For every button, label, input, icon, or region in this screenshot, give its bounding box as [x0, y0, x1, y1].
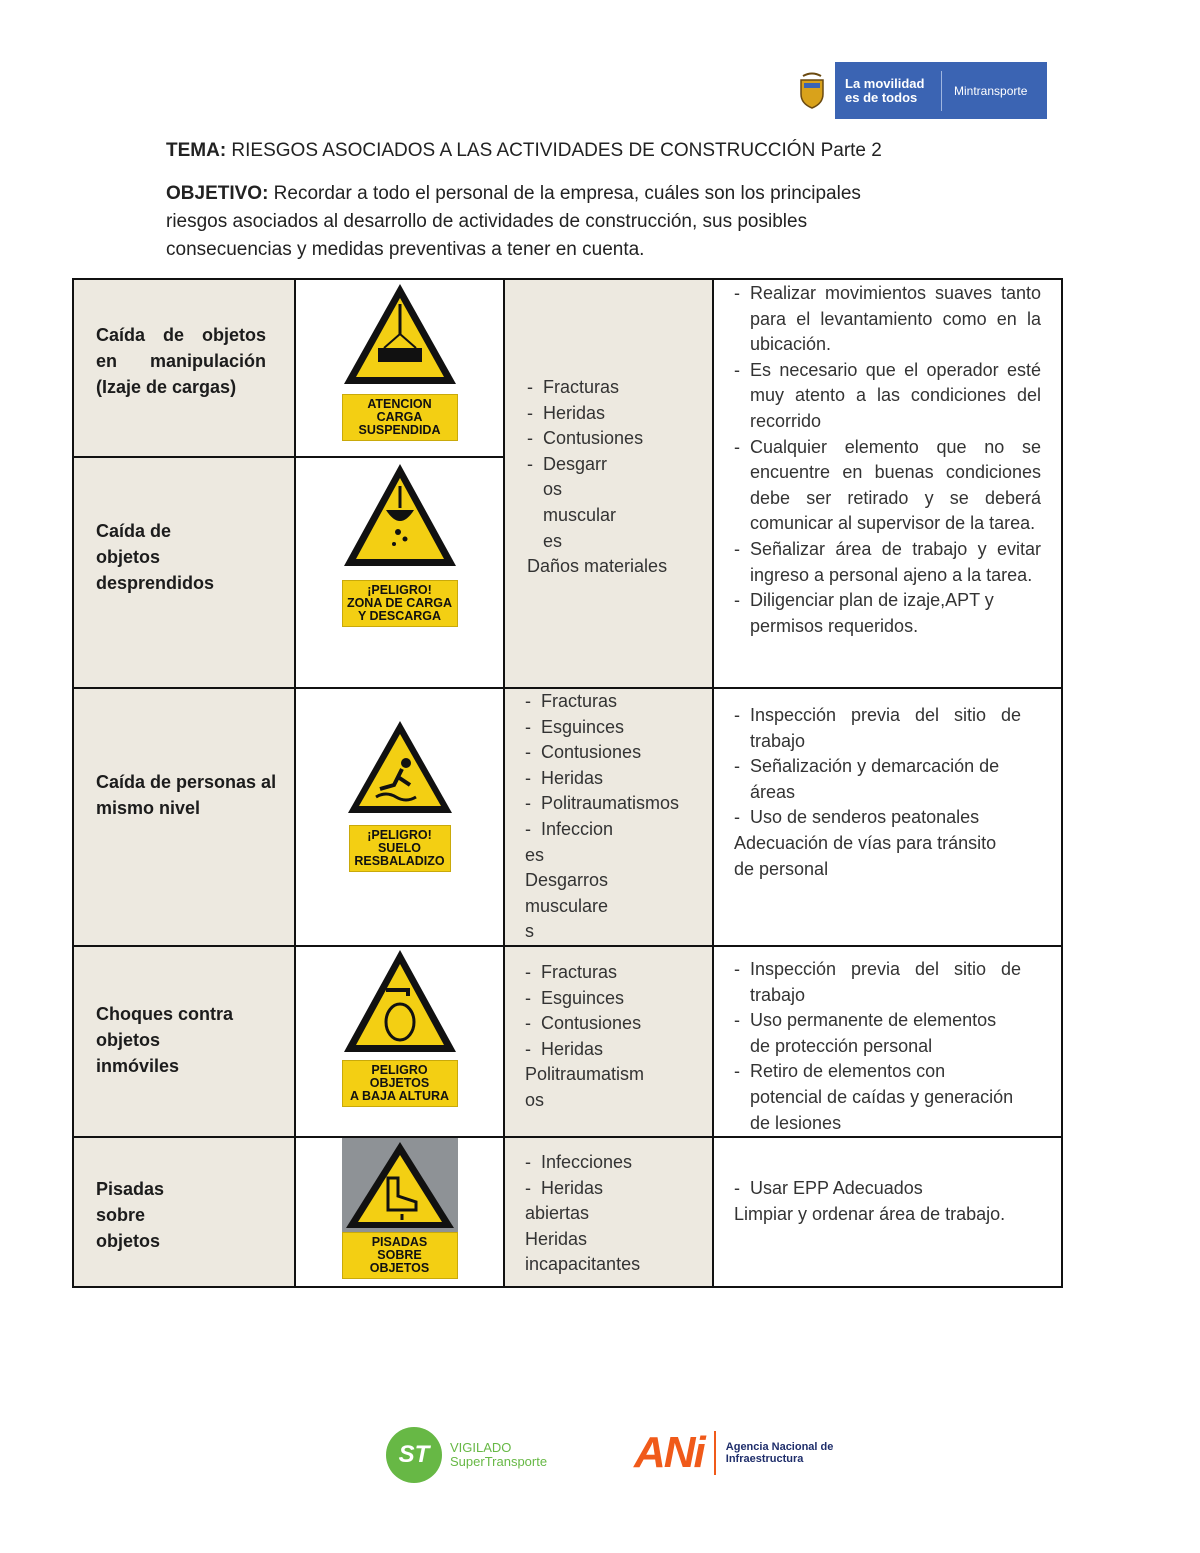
tema-line — [166, 137, 986, 165]
suspended-load-icon — [342, 282, 458, 388]
objetivo-line-2: riesgos asociados al desarrollo de actividades de construcción, sus posibles — [166, 211, 808, 232]
consequences-cell — [504, 688, 713, 946]
list-item: - Diligenciar plan de izaje,APT y permisos requeridos. — [734, 590, 994, 636]
risk-table — [72, 278, 1063, 1288]
measures-cell — [713, 1137, 1062, 1287]
risk-name: Choques contra objetos inmóviles — [96, 1003, 234, 1076]
falling-objects-icon — [342, 462, 458, 570]
measures-list — [714, 947, 1061, 1136]
sign-cell — [295, 1137, 504, 1287]
slippery-floor-icon — [346, 719, 454, 817]
supertransporte-logo — [386, 1427, 547, 1483]
sign-cell — [295, 457, 504, 688]
objetivo-label: OBJETIVO: — [166, 183, 269, 204]
list-item: - Heridas — [525, 1038, 604, 1059]
table-row — [73, 1137, 1062, 1287]
measures-cell — [713, 279, 1062, 688]
mintransporte-logo — [789, 62, 1047, 119]
st-text: VIGILADO SuperTransporte — [450, 1440, 548, 1469]
ani-divider — [714, 1431, 716, 1475]
list-item: - Señalizar área de trabajo y evitar ingreso a personal ajeno a la tarea. — [734, 538, 1041, 585]
ani-logo — [634, 1428, 833, 1478]
sign-plate: PELIGRO OBJETOS A BAJA ALTURA — [342, 1060, 458, 1107]
measures-list — [714, 280, 1061, 639]
list-item: - Heridas — [525, 1177, 604, 1198]
list-item: - Uso de senderos peatonales — [734, 807, 980, 828]
list-item: - Infecciones — [525, 1152, 633, 1173]
consequences-list: - Fracturas - Esguinces - Contusiones - Heridas - Politraumatismos - Infeccion es Desgarros musculare s — [505, 689, 712, 945]
list-item: - Inspección previa del sitio de trabajo — [734, 958, 1021, 1005]
list-item: - Esguinces — [525, 987, 625, 1008]
sign-plate: ¡PELIGRO! SUELO RESBALADIZO — [349, 825, 451, 872]
logo-slogan: La movilidad es de todos — [845, 75, 925, 105]
list-item: - Cualquier elemento que no se encuentre en buenas condiciones debe ser retirado y se deberá comunicar al supervisor de la tarea. — [734, 436, 1041, 534]
measures-list: - Usar EPP Adecuados Limpiar y ordenar área de trabajo. — [714, 1138, 1061, 1227]
logo-ministry: Mintransporte — [954, 83, 1028, 98]
consequences-cell — [504, 279, 713, 688]
list-item: - Infeccion — [525, 818, 614, 839]
st-badge-icon: ST — [386, 1427, 442, 1483]
consequences-list: - Infecciones - Heridas abiertas Heridas incapacitantes — [505, 1138, 712, 1278]
list-item: - Politraumatismos — [525, 793, 680, 814]
ani-badge-icon: ANi — [634, 1428, 704, 1477]
list-item: - Desgarr — [527, 453, 608, 474]
sign-panel — [342, 1138, 458, 1232]
warning-sign — [296, 458, 503, 627]
list-item: - Contusiones — [525, 1013, 642, 1034]
sign-plate: PISADAS SOBRE OBJETOS — [342, 1232, 458, 1279]
objetivo-line-1: OBJETIVO: Recordar a todo el personal de la empresa, cuáles son los principales — [166, 183, 861, 204]
sign-plate: ¡PELIGRO! ZONA DE CARGA Y DESCARGA — [342, 580, 458, 627]
measures-list: - Inspección previa del sitio de trabajo - Señalización y demarcación de áreas - Uso de senderos peatonales Adecuación de vías para tránsito de personal — [734, 705, 1021, 879]
consequences-cell — [504, 946, 713, 1137]
risk-name: Caída de objetos en manipulación (Izaje de cargas) — [96, 325, 266, 397]
objetivo-block — [166, 180, 986, 264]
risk-cell — [73, 1137, 295, 1287]
risk-name: Caída de objetos desprendidos — [96, 521, 215, 593]
warning-sign — [296, 689, 503, 872]
warning-sign — [296, 280, 503, 441]
stepping-objects-icon — [342, 1138, 458, 1232]
low-height-icon — [342, 948, 458, 1056]
measures-cell — [713, 946, 1062, 1137]
consequences-cell — [504, 1137, 713, 1287]
ani-text: Agencia Nacional de Infraestructura — [725, 1441, 834, 1465]
risk-cell — [73, 946, 295, 1137]
list-item: - Realizar movimientos suaves tanto para el levantamiento como en la ubicación. — [734, 283, 1041, 355]
table-row — [73, 688, 1062, 946]
list-item: - Uso permanente de elementos de protección personal — [734, 1010, 997, 1056]
list-item: - Heridas — [525, 767, 604, 788]
warning-sign — [296, 947, 503, 1107]
risk-name: Caída de personas al mismo nivel — [96, 772, 277, 818]
list-item: - Esguinces — [525, 716, 625, 737]
sign-cell — [295, 279, 504, 457]
list-item: - Heridas — [527, 402, 606, 423]
list-item: - Fracturas — [525, 961, 618, 982]
tema-label: TEMA: — [166, 140, 227, 161]
list-item: - Es necesario que el operador esté muy atento a las condiciones del recorrido — [734, 359, 1041, 431]
list-item: - Fracturas — [527, 377, 620, 397]
list-item: - Usar EPP Adecuados — [734, 1178, 923, 1199]
list-item: - Señalización y demarcación de áreas — [734, 756, 1000, 802]
list-item: - Contusiones — [527, 428, 644, 449]
risk-cell — [73, 279, 295, 457]
objetivo-line-3: consecuencias y medidas preventivas a tener en cuenta. — [166, 239, 645, 260]
table-row — [73, 946, 1062, 1137]
list-item: - Inspección previa del sitio de trabajo — [734, 705, 1021, 751]
list-item: - Retiro de elementos con potencial de caídas y generación de lesiones — [734, 1061, 1014, 1133]
table-row — [73, 279, 1062, 457]
list-item: - Fracturas — [525, 691, 618, 711]
consequences-list: - Fracturas - Esguinces - Contusiones - Heridas Politraumatism os — [505, 947, 712, 1114]
sign-cell — [295, 946, 504, 1137]
warning-sign — [296, 1138, 503, 1279]
tema-text: RIESGOS ASOCIADOS A LAS ACTIVIDADES DE CONSTRUCCIÓN Parte 2 — [226, 140, 882, 161]
sign-cell — [295, 688, 504, 946]
measures-cell — [713, 688, 1062, 946]
list-item: - Contusiones — [525, 742, 642, 763]
consequences-list: - Fracturas - Heridas - Contusiones - Desgarr os muscular es Daños materiales — [505, 280, 712, 580]
sign-plate: ATENCION CARGA SUSPENDIDA — [342, 394, 458, 441]
risk-cell — [73, 688, 295, 946]
risk-name: Pisadas sobre objetos — [96, 1179, 165, 1252]
coat-of-arms-icon — [789, 62, 835, 119]
risk-cell — [73, 457, 295, 688]
